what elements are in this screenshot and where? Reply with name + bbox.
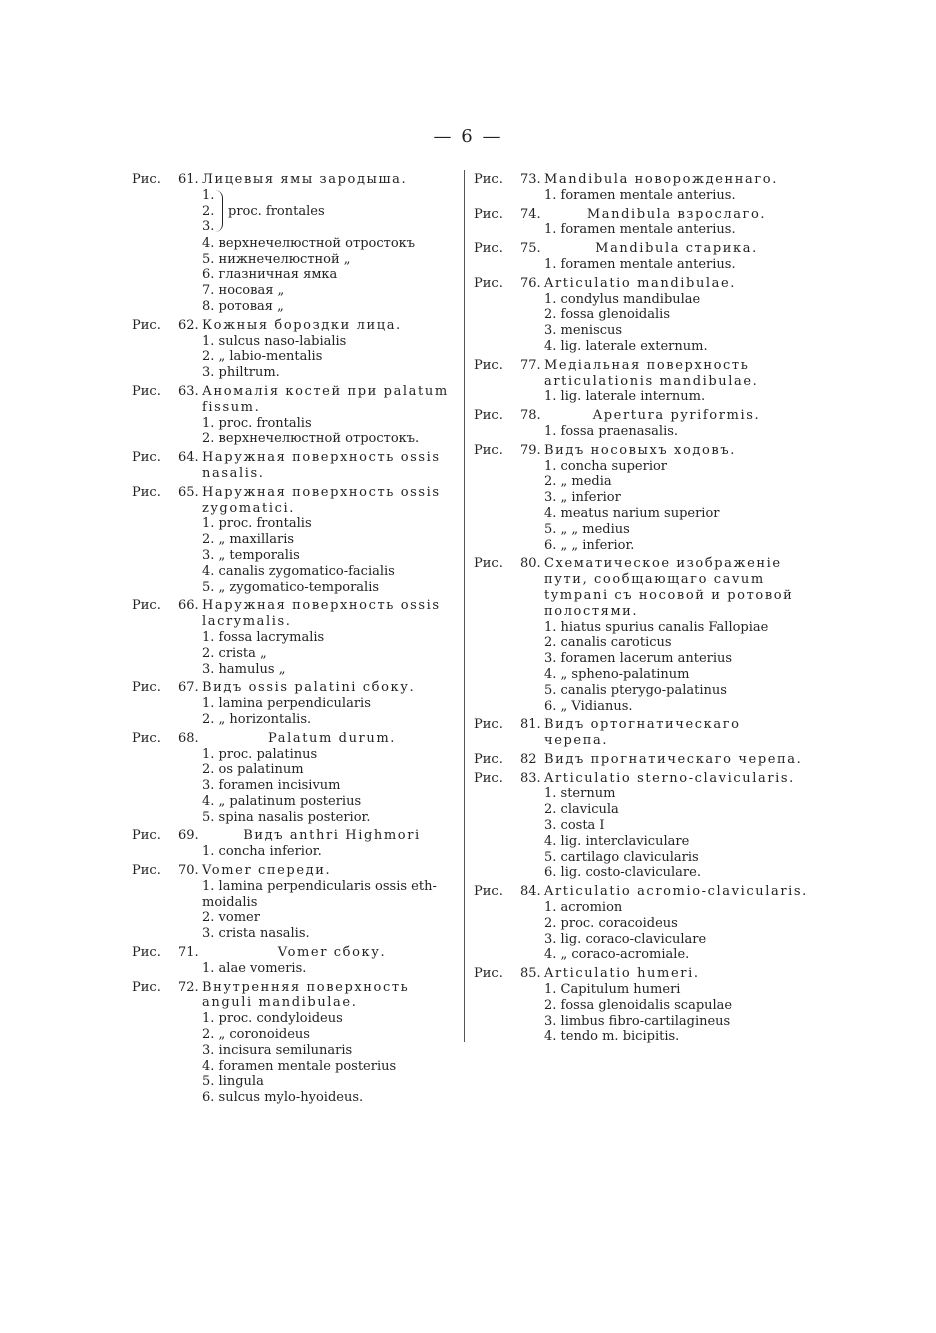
- figure-heading: [132, 172, 462, 188]
- figure-item: 5. cartilago clavicularis: [544, 849, 699, 865]
- figure-items: [474, 222, 809, 238]
- figure-items: [132, 961, 462, 977]
- figure-heading: [474, 884, 809, 900]
- figure-item: 2. „ horizontalis.: [202, 711, 312, 727]
- figure-item: 4. tendo m. bicipitis.: [544, 1029, 680, 1045]
- brace-number: 1.: [202, 187, 215, 203]
- figure-item: 1. lamina perpendicularis: [202, 696, 371, 712]
- figure-items: [474, 389, 809, 405]
- figure-item: 3. costa I: [544, 818, 605, 834]
- figure-heading: [132, 980, 462, 1012]
- figure-heading: [132, 731, 462, 747]
- figure-item: 3. hamulus „: [202, 661, 286, 677]
- figure-item: 3. meniscus: [544, 323, 623, 339]
- figure-heading: [474, 556, 809, 619]
- figure-item: 6. „ „ inferior.: [544, 537, 635, 553]
- figure-entry: [132, 485, 462, 596]
- figure-number: 77.: [520, 357, 541, 373]
- figure-title: Лицевыя ямы зародыша.: [202, 172, 408, 187]
- figure-item: 4. „ coraco-acromiale.: [544, 947, 690, 963]
- figure-number: 72.: [178, 979, 199, 995]
- figure-entry: [474, 172, 809, 204]
- figure-item: 3. „ inferior: [544, 490, 621, 506]
- figure-items: [132, 696, 462, 728]
- figure-item: 5. lingula: [202, 1074, 264, 1090]
- figure-heading: [474, 966, 809, 982]
- figure-items: [474, 257, 809, 273]
- figure-item: 4. meatus narium superior: [544, 505, 720, 521]
- figure-title: Кожныя бороздки лица.: [202, 317, 402, 333]
- brace-number: 3.: [202, 219, 215, 235]
- figure-title: Vomer сбоку.: [277, 945, 387, 961]
- figure-items: [474, 982, 809, 1045]
- figure-item: 1. acromion: [544, 900, 623, 916]
- figure-item: 5. canalis pterygo-palatinus: [544, 682, 727, 698]
- figure-item: 4. lig. interclaviculare: [544, 833, 690, 849]
- figure-item: 2. fossa glenoidalis: [544, 307, 670, 323]
- figure-items: [132, 516, 462, 595]
- figure-title: Схематическое изображеніе пути, сообщающаго cavum tympani съ носовой и ротовой полостями.: [544, 556, 794, 619]
- figure-number: 71.: [178, 945, 199, 961]
- figure-entry: [132, 863, 462, 942]
- figure-item: 1. foramen mentale anterius.: [544, 222, 736, 238]
- figure-item: 1. proc. frontalis: [202, 516, 312, 532]
- figure-item: 5. „ zygomatico-temporalis: [202, 579, 380, 595]
- figure-number: 82: [520, 751, 537, 767]
- figure-title: Articulatio mandibulae.: [544, 275, 737, 291]
- brace-group: [202, 188, 462, 236]
- figure-item: 1. concha superior: [544, 458, 668, 474]
- figure-item: 1. lamina perpendicularis ossis eth-: [202, 878, 437, 894]
- figure-item: 6. глазничная ямка: [202, 267, 338, 283]
- figure-item: 6. „ Vidianus.: [544, 698, 633, 714]
- figure-item: 4. foramen mentale posterius: [202, 1058, 397, 1074]
- figure-heading: [474, 771, 809, 787]
- figure-entry: [132, 731, 462, 826]
- figure-label: Рис.: [132, 945, 161, 961]
- figure-label: Рис.: [474, 751, 503, 767]
- figure-item: 5. „ „ medius: [544, 521, 630, 537]
- figure-item: 1. alae vomeris.: [202, 960, 307, 976]
- figure-label: Рис.: [132, 863, 161, 879]
- figure-number: 76.: [520, 275, 541, 291]
- figure-heading: [132, 598, 462, 630]
- figure-entry: [132, 172, 462, 315]
- figure-item: 4. верхнечелюстной отростокъ: [202, 235, 416, 251]
- figure-number: 80.: [520, 556, 541, 572]
- figure-number: 65.: [178, 484, 199, 500]
- figure-heading: [474, 358, 809, 390]
- figure-title: Palatum durum.: [267, 730, 397, 746]
- brace-icon: [214, 190, 223, 232]
- figure-heading: [132, 384, 462, 416]
- figure-item: 5. нижнечелюстной „: [202, 251, 351, 267]
- figure-entry: [132, 598, 462, 677]
- figure-number: 64.: [178, 450, 199, 466]
- figure-label: Рис.: [474, 357, 503, 373]
- figure-items: [474, 900, 809, 963]
- figure-title: Mandibula взрослаго.: [586, 206, 767, 222]
- figure-item: 1. sternum: [544, 786, 616, 802]
- figure-entry: [474, 241, 809, 273]
- figure-title: Наружная поверхность ossis lacrymalis.: [202, 598, 441, 630]
- figure-number: 63.: [178, 383, 199, 399]
- figure-heading: [132, 485, 462, 517]
- figure-number: 62.: [178, 317, 199, 333]
- figure-item: 2. canalis caroticus: [544, 635, 672, 651]
- figure-title: Articulatio acromio-clavicularis.: [544, 884, 808, 900]
- figure-label: Рис.: [474, 172, 503, 187]
- figure-item: 5. spina nasalis posterior.: [202, 809, 371, 825]
- figure-items: [132, 416, 462, 448]
- figure-title: Наружная поверхность ossis zygomatici.: [202, 484, 441, 516]
- figure-item: 4. lig. laterale externum.: [544, 338, 708, 354]
- figure-heading: [474, 172, 809, 188]
- figure-heading: [132, 318, 462, 334]
- figure-items: [132, 630, 462, 677]
- figure-item: 1. fossa lacrymalis: [202, 629, 325, 645]
- figure-items: [474, 459, 809, 554]
- figure-heading: [132, 680, 462, 696]
- figure-label: Рис.: [132, 730, 161, 746]
- figure-entry: [474, 717, 809, 749]
- figure-number: 83.: [520, 770, 541, 786]
- figure-item: 3. crista nasalis.: [202, 926, 310, 942]
- figure-item: 2. „ maxillaris: [202, 532, 295, 548]
- figure-items: [474, 786, 809, 881]
- figure-title: Видъ ossis palatini сбоку.: [202, 680, 416, 696]
- figure-heading: [474, 408, 809, 424]
- figure-label: Рис.: [474, 241, 503, 257]
- figure-item: 3. limbus fibro-cartilagineus: [544, 1013, 731, 1029]
- figure-item: 1. Capitulum humeri: [544, 982, 681, 998]
- figure-item: 2. fossa glenoidalis scapulae: [544, 997, 733, 1013]
- figure-items: [474, 292, 809, 355]
- figure-items: [474, 188, 809, 204]
- figure-item: 2. proc. coracoideus: [544, 915, 678, 931]
- figure-label: Рис.: [132, 172, 161, 187]
- figure-title: Видъ прогнатическаго черепа.: [544, 751, 803, 767]
- figure-item: 1. proc. condyloideus: [202, 1011, 343, 1027]
- figure-label: Рис.: [132, 383, 161, 399]
- figure-heading: [474, 443, 809, 459]
- figure-label: Рис.: [474, 966, 503, 982]
- figure-number: 84.: [520, 884, 541, 900]
- figure-number: 73.: [520, 172, 541, 187]
- figure-item: 2. „ coronoideus: [202, 1027, 310, 1043]
- figure-heading: [132, 450, 462, 482]
- figure-title: Apertura pyriformis.: [592, 408, 761, 424]
- figure-title: Внутренняя поверхность anguli mandibulae.: [202, 979, 410, 1011]
- figure-label: Рис.: [132, 317, 161, 333]
- figure-number: 68.: [178, 730, 199, 746]
- figure-entry: [474, 966, 809, 1045]
- figure-item: 1. foramen mentale anterius.: [544, 256, 736, 272]
- figure-entry: [474, 752, 809, 768]
- figure-heading: [474, 241, 809, 257]
- figure-items: [132, 879, 462, 942]
- figure-item: 7. носовая „: [202, 283, 285, 299]
- right-column: [474, 172, 809, 1048]
- figure-item: 1. fossa praenasalis.: [544, 423, 679, 439]
- figure-item: 3. „ temporalis: [202, 547, 300, 563]
- figure-title: Articulatio sterno-clavicularis.: [544, 770, 795, 786]
- figure-items: [132, 334, 462, 381]
- figure-item: 1. concha inferior.: [202, 844, 322, 860]
- figure-label: Рис.: [474, 442, 503, 458]
- figure-entry: [474, 276, 809, 355]
- figure-entry: [474, 358, 809, 405]
- figure-item: 3. lig. coraco-claviculare: [544, 931, 707, 947]
- figure-item: 4. „ spheno-palatinum: [544, 666, 690, 682]
- figure-item: 2. „ media: [544, 474, 612, 490]
- figure-items: [132, 1011, 462, 1106]
- figure-item: 3. foramen incisivum: [202, 778, 341, 794]
- figure-title: Vomer спереди.: [202, 863, 332, 879]
- figure-item: 1. sulcus naso-labialis: [202, 333, 347, 349]
- figure-heading: [474, 276, 809, 292]
- figure-heading: [474, 207, 809, 223]
- figure-entry: [474, 408, 809, 440]
- figure-entry: [132, 318, 462, 381]
- figure-entry: [132, 828, 462, 860]
- figure-item: 2. vomer: [202, 910, 260, 926]
- figure-heading: [132, 828, 462, 844]
- figure-item: 2. „ labio-mentalis: [202, 349, 323, 365]
- figure-entry: [132, 450, 462, 482]
- figure-number: 74.: [520, 206, 541, 222]
- figure-item: moidalis: [202, 894, 258, 910]
- figure-label: Рис.: [474, 717, 503, 733]
- figure-title: Mandibula новорожденнаго.: [544, 172, 778, 187]
- figure-number: 78.: [520, 408, 541, 424]
- figure-label: Рис.: [132, 828, 161, 844]
- figure-title: Видъ anthri Highmori: [243, 828, 421, 844]
- figure-items: [474, 620, 809, 715]
- figure-item: 2. crista „: [202, 645, 267, 661]
- figure-entry: [474, 884, 809, 963]
- figure-number: 85.: [520, 966, 541, 982]
- figure-title: Видъ носовыхъ ходовъ.: [544, 442, 736, 458]
- figure-entry: [474, 207, 809, 239]
- figure-items: [132, 844, 462, 860]
- figure-label: Рис.: [474, 206, 503, 222]
- figure-item: 3. philtrum.: [202, 365, 280, 381]
- figure-label: Рис.: [132, 484, 161, 500]
- figure-item: 2. os palatinum: [202, 762, 304, 778]
- brace-label: proc. frontales: [228, 203, 325, 219]
- figure-number: 79.: [520, 442, 541, 458]
- figure-number: 67.: [178, 680, 199, 696]
- figure-item: 1. proc. frontalis: [202, 415, 312, 431]
- figure-label: Рис.: [474, 408, 503, 424]
- figure-title: Mandibula старика.: [595, 241, 758, 257]
- figure-label: Рис.: [474, 556, 503, 572]
- figure-item: 3. incisura semilunaris: [202, 1042, 353, 1058]
- brace-number: 2.: [202, 203, 215, 219]
- figure-number: 66.: [178, 598, 199, 614]
- figure-entry: [132, 980, 462, 1106]
- figure-number: 75.: [520, 241, 541, 257]
- figure-entry: [474, 556, 809, 714]
- figure-heading: [474, 717, 809, 749]
- figure-label: Рис.: [132, 598, 161, 614]
- figure-number: 70.: [178, 863, 199, 879]
- figure-item: 6. sulcus mylo-hyoideus.: [202, 1090, 364, 1106]
- figure-entry: [132, 384, 462, 447]
- figure-label: Рис.: [474, 275, 503, 291]
- figure-item: 4. „ palatinum posterius: [202, 793, 362, 809]
- figure-label: Рис.: [474, 884, 503, 900]
- figure-title: Articulatio humeri.: [544, 966, 700, 982]
- figure-title: Наружная поверхность ossis nasalis.: [202, 450, 441, 481]
- figure-label: Рис.: [132, 450, 161, 466]
- figure-items: [474, 424, 809, 440]
- figure-items: [132, 188, 462, 315]
- figure-heading: [132, 863, 462, 879]
- figure-item: 3. foramen lacerum anterius: [544, 651, 733, 667]
- figure-title: Аномалія костей при palatum fissum.: [202, 383, 449, 415]
- figure-entry: [132, 945, 462, 977]
- figure-label: Рис.: [132, 979, 161, 995]
- figure-item: 2. clavicula: [544, 802, 619, 818]
- figure-entry: [474, 443, 809, 554]
- column-divider: [464, 170, 465, 1042]
- figure-entry: [474, 771, 809, 882]
- figure-item: 2. верхнечелюстной отростокъ.: [202, 431, 420, 447]
- figure-item: 1. hiatus spurius canalis Fallopiae: [544, 619, 769, 635]
- figure-heading: [474, 752, 809, 768]
- page-number: — 6 —: [433, 126, 503, 147]
- figure-label: Рис.: [474, 770, 503, 786]
- figure-entry: [132, 680, 462, 727]
- figure-items: [132, 747, 462, 826]
- figure-title: Видъ ортогнатическаго черепа.: [544, 717, 741, 749]
- figure-item: 1. condylus mandibulae: [544, 291, 701, 307]
- figure-item: 1. lig. laterale internum.: [544, 389, 706, 405]
- figure-number: 81.: [520, 717, 541, 733]
- figure-item: 1. proc. palatinus: [202, 746, 318, 762]
- figure-heading: [132, 945, 462, 961]
- figure-item: 1. foramen mentale anterius.: [544, 187, 736, 203]
- figure-title: Медіальная поверхность articulationis mandibulae.: [544, 357, 759, 389]
- figure-label: Рис.: [132, 680, 161, 696]
- figure-number: 69.: [178, 828, 199, 844]
- left-column: [132, 172, 462, 1109]
- figure-item: 4. canalis zygomatico-facialis: [202, 563, 395, 579]
- figure-number: 61.: [178, 172, 199, 187]
- figure-item: 6. lig. costo-claviculare.: [544, 865, 701, 881]
- figure-item: 8. ротовая „: [202, 298, 284, 314]
